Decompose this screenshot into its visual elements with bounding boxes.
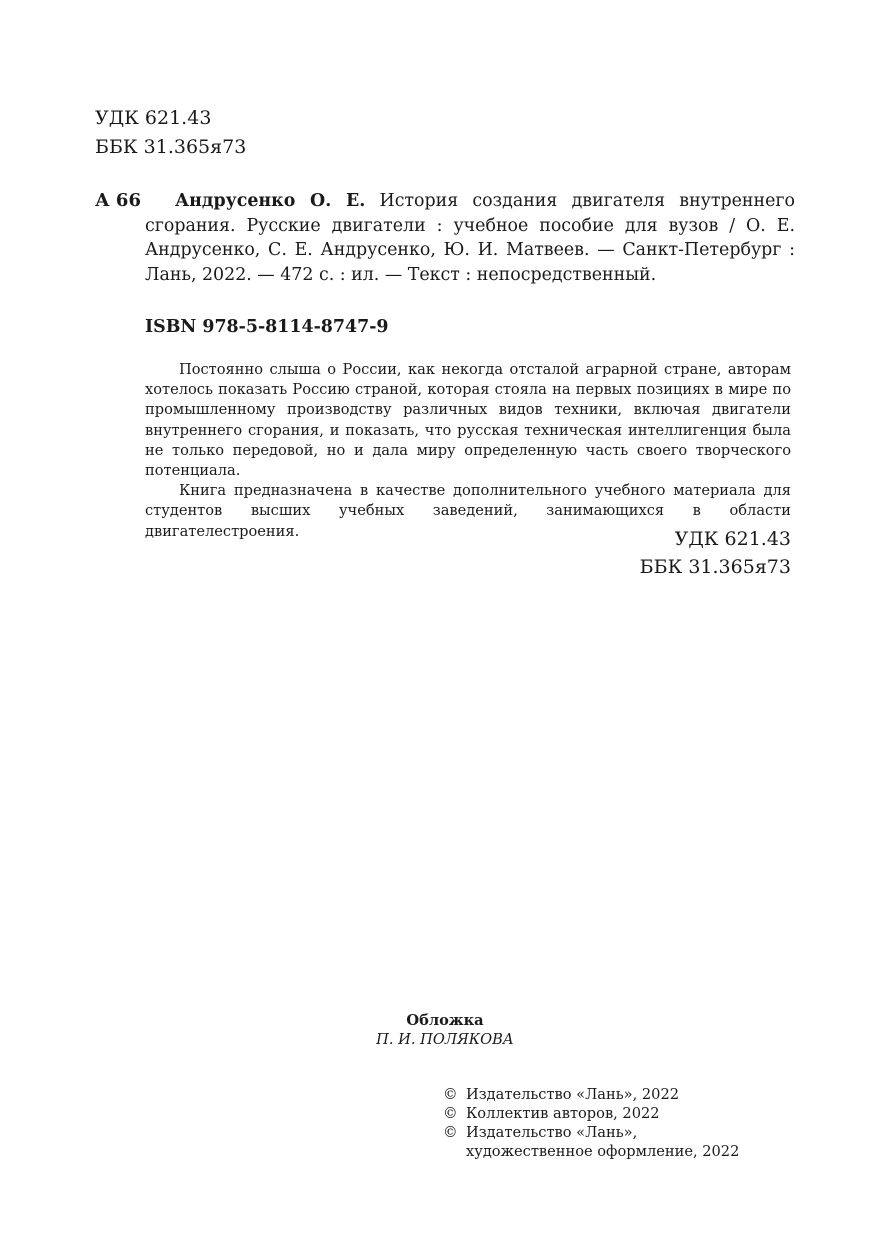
- isbn: ISBN 978-5-8114-8747-9: [145, 317, 389, 337]
- cover-label: Обложка: [406, 1012, 484, 1029]
- bibliographic-entry: [95, 189, 795, 287]
- copyright-icon: ©: [443, 1124, 458, 1141]
- bbk-code-bottom: ББК 31.365я73: [639, 556, 791, 578]
- cover-designer: П. И. ПОЛЯКОВА: [376, 1031, 514, 1048]
- annotation: [145, 360, 791, 542]
- annotation-paragraph-2: Книга предназначена в качестве дополнительного учебного материала для студентов высших учебных заведений, занимающихся в области двигателестроения.: [145, 482, 791, 540]
- udk-code-bottom: УДК 621.43: [674, 528, 791, 550]
- copyright-icon: ©: [443, 1105, 458, 1122]
- entry-text: [145, 189, 795, 287]
- entry-description: История создания двигателя внутреннего сгорания. Русские двигатели : учебное пособие для вузов / О. Е. Андрусенко, С. Е. Андрусенко, Ю. И. Матвеев. — Санкт-Петербург : Лань, 2022. — 472 с. : ил. — Текст : непосредственный.: [145, 191, 795, 285]
- author-mark: А 66: [95, 190, 141, 211]
- copyright-line-3: © Издательство «Лань»,: [443, 1124, 638, 1141]
- bbk-code: ББК 31.365я73: [95, 136, 247, 158]
- copyright-icon: ©: [443, 1086, 458, 1103]
- annotation-paragraph-1: Постоянно слыша о России, как некогда отсталой аграрной стране, авторам хотелось показать Россию страной, которая стояла на первых позициях в мире по промышленному производству различных видов техники, включая двигатели внутреннего сгорания, и показать, что русская техническая интеллигенция была не только передовой, но и дала миру определенную часть своего творческого потенциала.: [145, 361, 791, 480]
- entry-author: Андрусенко О. Е.: [175, 191, 366, 211]
- copyright-line-3-continued: художественное оформление, 2022: [466, 1143, 740, 1160]
- copyright-line-1: © Издательство «Лань», 2022: [443, 1086, 680, 1103]
- copyright-line-2: © Коллектив авторов, 2022: [443, 1105, 660, 1122]
- cover-credit: [355, 1011, 535, 1049]
- copyright-block: [443, 1085, 739, 1161]
- header-classification: [95, 104, 246, 162]
- udk-code: УДК 621.43: [95, 107, 212, 129]
- footer-classification: [640, 525, 791, 581]
